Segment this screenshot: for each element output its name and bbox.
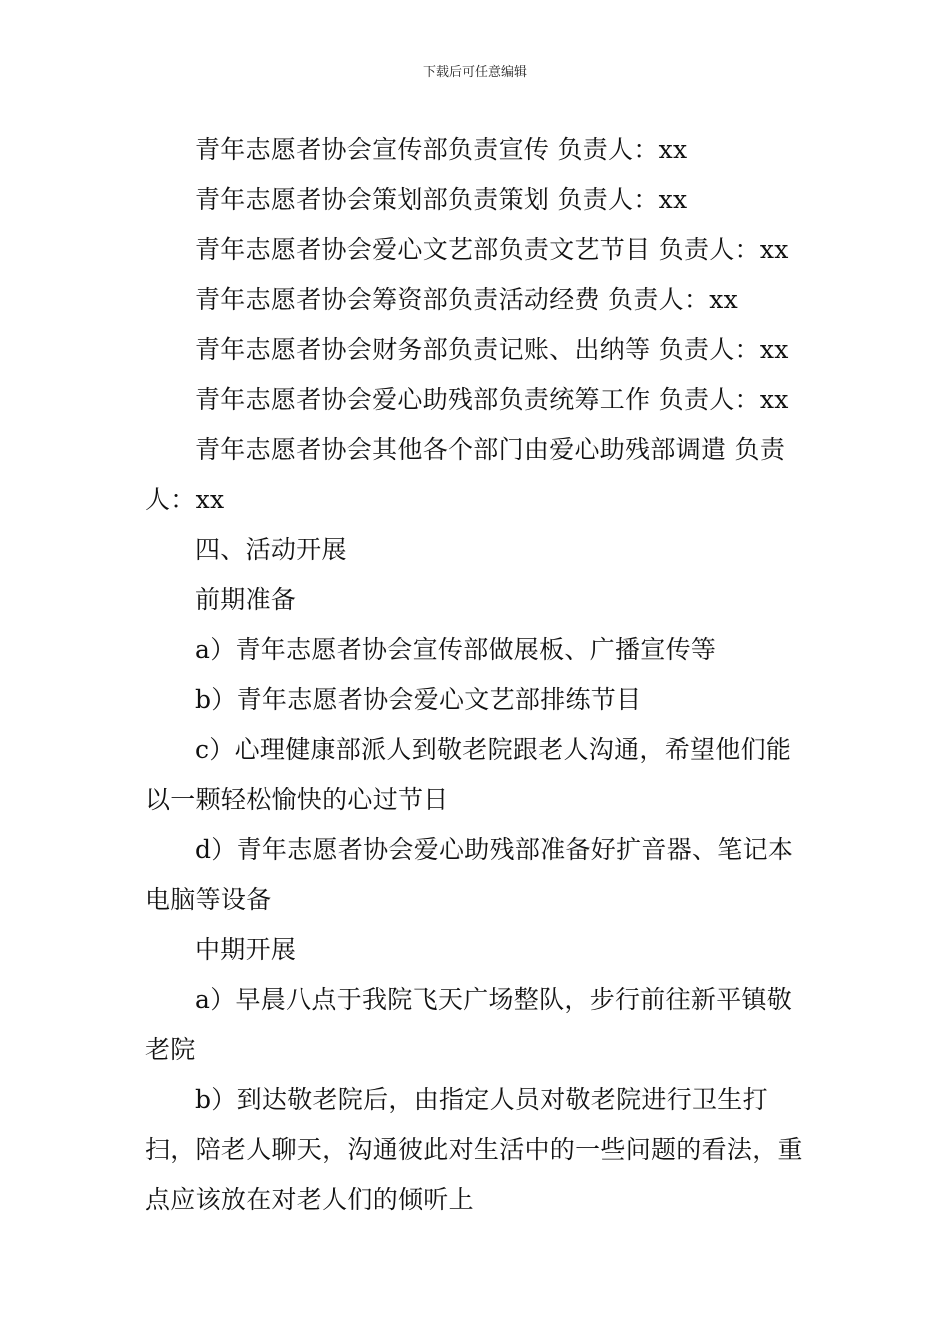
paragraph-finance-dept: 青年志愿者协会财务部负责记账、出纳等 负责人：xx — [195, 335, 789, 364]
list-item-prep-c: c）心理健康部派人到敬老院跟老人沟通，希望他们能以一颗轻松愉快的心过节日 — [145, 735, 792, 814]
list-item-mid-b: b）到达敬老院后，由指定人员对敬老院进行卫生打扫，陪老人聊天，沟通彼此对生活中的一些问题的看法，重点应该放在对老人们的倾听上 — [145, 1085, 803, 1214]
subheading-preparation: 前期准备 — [195, 585, 297, 614]
paragraph-publicity-dept: 青年志愿者协会宣传部负责宣传 负责人：xx — [195, 135, 688, 164]
section-heading-activities: 四、活动开展 — [195, 535, 347, 564]
list-item-prep-d: d）青年志愿者协会爱心助残部准备好扩音器、笔记本电脑等设备 — [145, 835, 794, 914]
list-item-prep-a: a）青年志愿者协会宣传部做展板、广播宣传等 — [195, 635, 717, 664]
paragraph-fundraising-dept: 青年志愿者协会筹资部负责活动经费 负责人：xx — [195, 285, 739, 314]
document-body — [145, 125, 810, 1225]
paragraph-planning-dept: 青年志愿者协会策划部负责策划 负责人：xx — [195, 185, 688, 214]
paragraph-other-depts: 青年志愿者协会其他各个部门由爱心助残部调遣 负责人：xx — [145, 435, 786, 514]
subheading-midterm: 中期开展 — [195, 935, 297, 964]
page-header-note: 下载后可任意编辑 — [422, 65, 527, 80]
paragraph-disability-aid-dept: 青年志愿者协会爱心助残部负责统筹工作 负责人：xx — [195, 385, 789, 414]
list-item-prep-b: b）青年志愿者协会爱心文艺部排练节目 — [195, 685, 642, 714]
list-item-mid-a: a）早晨八点于我院飞天广场整队，步行前往新平镇敬老院 — [145, 985, 793, 1064]
paragraph-arts-dept: 青年志愿者协会爱心文艺部负责文艺节目 负责人：xx — [195, 235, 789, 264]
